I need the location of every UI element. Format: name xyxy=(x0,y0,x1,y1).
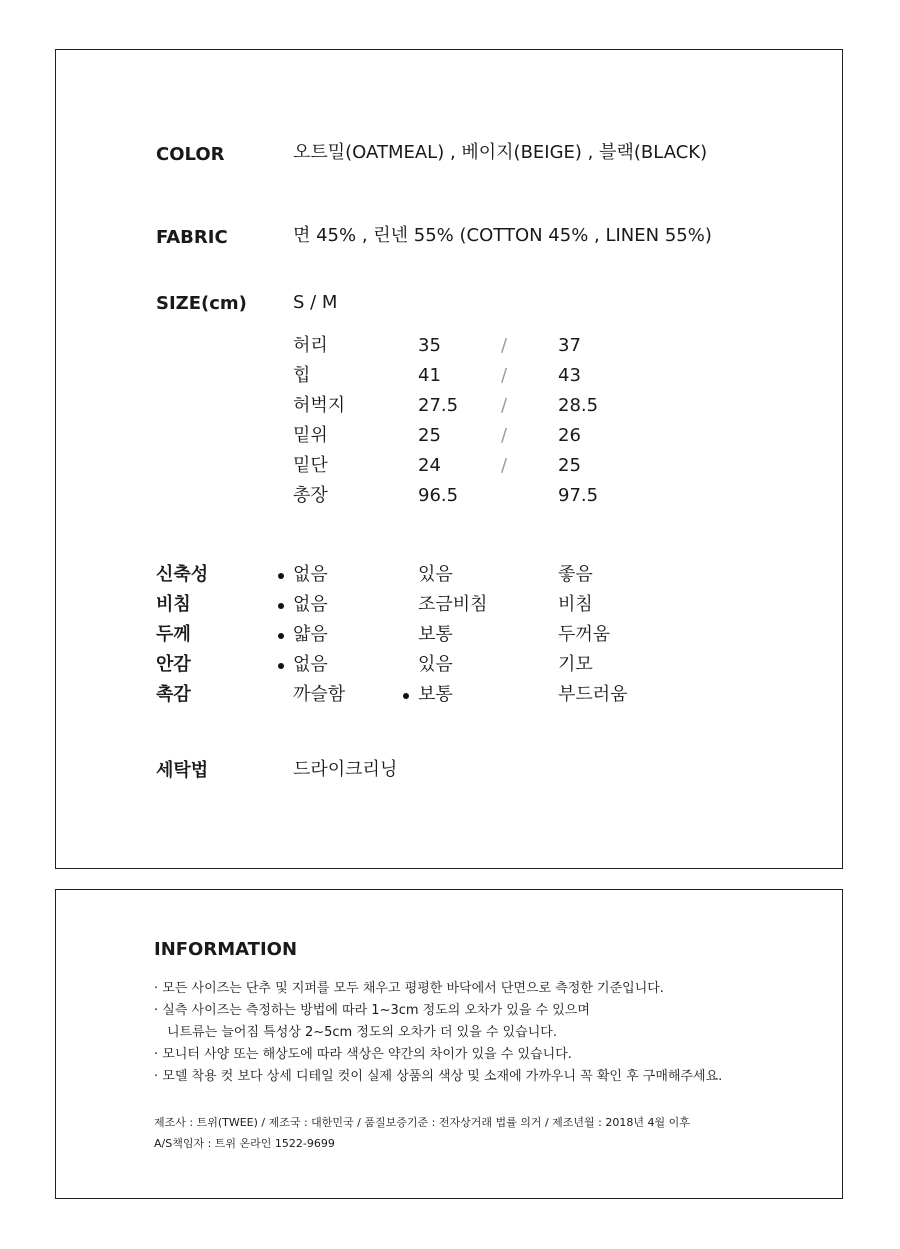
size-value: S / M xyxy=(293,292,338,313)
size-row xyxy=(56,395,842,425)
feature-row-lining xyxy=(56,654,842,684)
size-row-s: 24 xyxy=(418,455,441,476)
size-row-s: 27.5 xyxy=(418,395,459,416)
feature-option: 없음 xyxy=(293,594,328,615)
feature-option: 조금비침 xyxy=(418,594,488,615)
size-row-name: 허리 xyxy=(293,335,328,356)
size-row-sep: / xyxy=(501,395,508,416)
size-row xyxy=(56,485,842,515)
color-label: COLOR xyxy=(156,144,225,165)
selected-bullet-icon xyxy=(278,573,284,579)
feature-option: 있음 xyxy=(418,654,453,675)
wash-label: 세탁법 xyxy=(156,760,209,781)
feature-row-texture xyxy=(56,684,842,714)
selected-bullet-icon xyxy=(278,633,284,639)
size-row-name: 밑위 xyxy=(293,425,328,446)
fabric-value: 면 45% , 린넨 55% (COTTON 45% , LINEN 55%) xyxy=(293,225,712,246)
color-value: 오트밀(OATMEAL) , 베이지(BEIGE) , 블랙(BLACK) xyxy=(293,142,708,163)
feature-option: 부드러움 xyxy=(558,684,628,705)
feature-label: 두께 xyxy=(156,624,191,645)
as-contact-info: A/S책임자 : 트위 온라인 1522-9699 xyxy=(154,1137,335,1150)
size-row xyxy=(56,335,842,365)
size-row-m: 28.5 xyxy=(558,395,599,416)
size-row-sep: / xyxy=(501,455,508,476)
selected-bullet-icon xyxy=(278,663,284,669)
selected-bullet-icon xyxy=(403,693,409,699)
manufacturer-info: 제조사 : 트위(TWEE) / 제조국 : 대한민국 / 품질보증기준 : 전자상거래 법률 의거 / 제조년월 : 2018년 4월 이후 xyxy=(154,1116,690,1129)
feature-option: 까슬함 xyxy=(293,684,346,705)
size-row-name: 총장 xyxy=(293,485,328,506)
size-row-s: 25 xyxy=(418,425,441,446)
information-title: INFORMATION xyxy=(154,939,298,960)
feature-option: 보통 xyxy=(418,624,453,645)
info-note: · 실측 사이즈는 측정하는 방법에 따라 1~3cm 정도의 오차가 있을 수 있으며 xyxy=(154,1003,590,1018)
info-note: · 모니터 사양 또는 해상도에 따라 색상은 약간의 차이가 있을 수 있습니다. xyxy=(154,1047,572,1062)
size-label: SIZE(cm) xyxy=(156,293,247,314)
size-row-name: 밑단 xyxy=(293,455,328,476)
product-spec-box xyxy=(55,49,843,869)
feature-option: 얇음 xyxy=(293,624,328,645)
size-row-name: 힙 xyxy=(293,365,311,386)
info-note: · 모든 사이즈는 단추 및 지퍼를 모두 채우고 평평한 바닥에서 단면으로 측정한 기준입니다. xyxy=(154,981,664,996)
feature-label: 촉감 xyxy=(156,684,191,705)
size-row-sep: / xyxy=(501,425,508,446)
information-box xyxy=(55,889,843,1199)
info-note: 니트류는 늘어짐 특성상 2~5cm 정도의 오차가 더 있을 수 있습니다. xyxy=(167,1025,557,1040)
size-row-sep: / xyxy=(501,335,508,356)
size-row-s: 41 xyxy=(418,365,441,386)
size-row-m: 43 xyxy=(558,365,581,386)
size-row-m: 26 xyxy=(558,425,581,446)
feature-option: 좋음 xyxy=(558,564,593,585)
feature-option: 있음 xyxy=(418,564,453,585)
feature-option: 비침 xyxy=(558,594,593,615)
feature-option: 보통 xyxy=(418,684,453,705)
feature-label: 비침 xyxy=(156,594,191,615)
size-row-m: 25 xyxy=(558,455,581,476)
feature-label: 신축성 xyxy=(156,564,209,585)
size-row-m: 37 xyxy=(558,335,581,356)
feature-label: 안감 xyxy=(156,654,191,675)
feature-option: 두꺼움 xyxy=(558,624,611,645)
size-row xyxy=(56,455,842,485)
feature-row-sheerness xyxy=(56,594,842,624)
size-row-sep: / xyxy=(501,365,508,386)
feature-option: 없음 xyxy=(293,564,328,585)
info-note: · 모델 착용 컷 보다 상세 디테일 컷이 실제 상품의 색상 및 소재에 가까우니 꼭 확인 후 구매해주세요. xyxy=(154,1069,723,1084)
feature-option: 기모 xyxy=(558,654,593,675)
feature-option: 없음 xyxy=(293,654,328,675)
feature-row-thickness xyxy=(56,624,842,654)
size-row-name: 허벅지 xyxy=(293,395,346,416)
size-row xyxy=(56,365,842,395)
size-row-s: 35 xyxy=(418,335,441,356)
feature-row-stretch xyxy=(56,564,842,594)
selected-bullet-icon xyxy=(278,603,284,609)
size-row xyxy=(56,425,842,455)
size-row-m: 97.5 xyxy=(558,485,599,506)
wash-value: 드라이크리닝 xyxy=(293,759,398,780)
size-row-s: 96.5 xyxy=(418,485,459,506)
fabric-label: FABRIC xyxy=(156,227,228,248)
